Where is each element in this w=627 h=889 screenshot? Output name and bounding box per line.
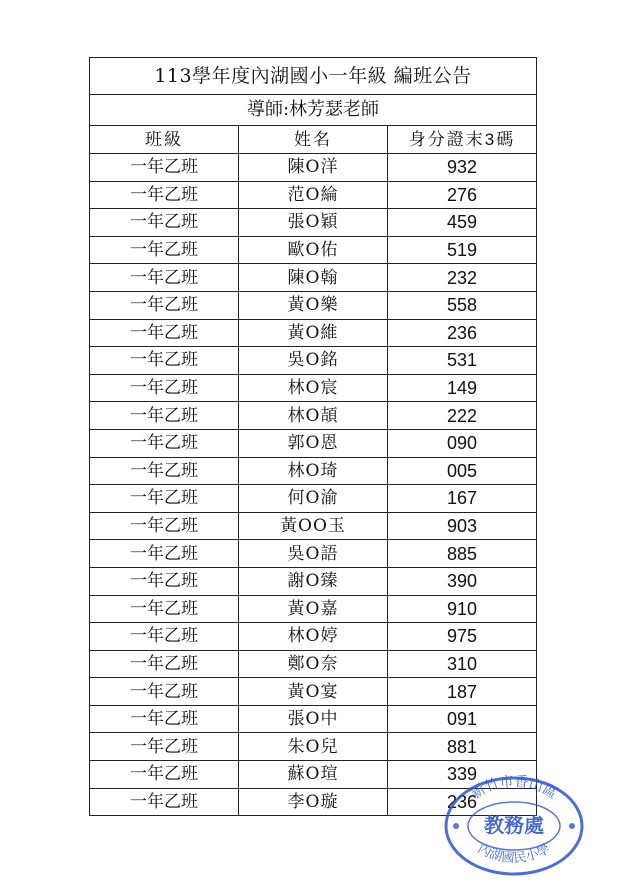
table-row: [90, 181, 537, 209]
cell-student-name: 范O綸: [239, 181, 388, 209]
cell-student-name: 朱O兒: [239, 733, 388, 761]
cell-student-name: 黃O樂: [239, 291, 388, 319]
cell-student-name: 張O穎: [239, 209, 388, 237]
cell-class: 一年乙班: [90, 181, 239, 209]
cell-id-suffix: 149: [388, 374, 537, 402]
table-row: [90, 733, 537, 761]
cell-id-suffix: 519: [388, 236, 537, 264]
table-row: [90, 567, 537, 595]
cell-student-name: 黃O維: [239, 319, 388, 347]
cell-class: 一年乙班: [90, 154, 239, 182]
svg-text:內湖國民小學: [475, 841, 553, 866]
table-row: [90, 402, 537, 430]
cell-class: 一年乙班: [90, 319, 239, 347]
cell-class: 一年乙班: [90, 457, 239, 485]
school-seal-stamp: [440, 768, 588, 878]
cell-class: 一年乙班: [90, 788, 239, 816]
cell-student-name: 陳O洋: [239, 154, 388, 182]
table-row: [90, 429, 537, 457]
column-header-id-suffix: 身分證末3碼: [388, 126, 537, 154]
cell-student-name: 黃O嘉: [239, 595, 388, 623]
title-row: [90, 58, 537, 95]
cell-id-suffix: 276: [388, 181, 537, 209]
cell-class: 一年乙班: [90, 374, 239, 402]
table-row: [90, 457, 537, 485]
table-row: [90, 623, 537, 651]
cell-student-name: 黃OO玉: [239, 512, 388, 540]
cell-class: 一年乙班: [90, 540, 239, 568]
cell-class: 一年乙班: [90, 512, 239, 540]
table-row: [90, 485, 537, 513]
cell-id-suffix: 090: [388, 429, 537, 457]
cell-class: 一年乙班: [90, 429, 239, 457]
table-row: [90, 374, 537, 402]
cell-class: 一年乙班: [90, 595, 239, 623]
column-header-name: 姓名: [239, 126, 388, 154]
cell-student-name: 林O婷: [239, 623, 388, 651]
cell-student-name: 張O中: [239, 705, 388, 733]
seal-outer-text: 新竹市香山區: [468, 773, 560, 803]
cell-id-suffix: 531: [388, 347, 537, 375]
table-row: [90, 347, 537, 375]
cell-class: 一年乙班: [90, 209, 239, 237]
cell-student-name: 林O頡: [239, 402, 388, 430]
table-row: [90, 236, 537, 264]
cell-student-name: 李O璇: [239, 788, 388, 816]
table-row: [90, 291, 537, 319]
cell-class: 一年乙班: [90, 650, 239, 678]
table-row: [90, 678, 537, 706]
cell-id-suffix: 167: [388, 485, 537, 513]
cell-student-name: 黃O宴: [239, 678, 388, 706]
seal-bottom-text: 內湖國民小學: [475, 841, 553, 867]
teacher-name: 導師:林芳瑟老師: [90, 95, 537, 126]
cell-student-name: 蘇O瑄: [239, 761, 388, 789]
cell-student-name: 郭O恩: [239, 429, 388, 457]
cell-id-suffix: 558: [388, 291, 537, 319]
table-row: [90, 264, 537, 292]
column-header-class: 班級: [90, 126, 239, 154]
cell-id-suffix: 459: [388, 209, 537, 237]
cell-id-suffix: 222: [388, 402, 537, 430]
cell-class: 一年乙班: [90, 402, 239, 430]
cell-id-suffix: 091: [388, 705, 537, 733]
cell-class: 一年乙班: [90, 236, 239, 264]
cell-student-name: 林O琦: [239, 457, 388, 485]
cell-id-suffix: 310: [388, 650, 537, 678]
cell-id-suffix: 910: [388, 595, 537, 623]
cell-student-name: 林O宸: [239, 374, 388, 402]
table-row: [90, 705, 537, 733]
cell-id-suffix: 236: [388, 788, 537, 816]
cell-student-name: 謝O臻: [239, 567, 388, 595]
class-roster-table: [89, 57, 537, 816]
table-row: [90, 319, 537, 347]
cell-id-suffix: 232: [388, 264, 537, 292]
seal-graphic: [440, 768, 588, 878]
cell-class: 一年乙班: [90, 678, 239, 706]
cell-id-suffix: 881: [388, 733, 537, 761]
cell-class: 一年乙班: [90, 567, 239, 595]
cell-id-suffix: 975: [388, 623, 537, 651]
table-row: [90, 154, 537, 182]
cell-id-suffix: 390: [388, 567, 537, 595]
table-row: [90, 209, 537, 237]
cell-id-suffix: 339: [388, 761, 537, 789]
cell-class: 一年乙班: [90, 291, 239, 319]
cell-class: 一年乙班: [90, 761, 239, 789]
page-title: 113學年度內湖國小一年級 編班公告: [90, 58, 537, 95]
cell-class: 一年乙班: [90, 347, 239, 375]
teacher-row: [90, 95, 537, 126]
cell-id-suffix: 903: [388, 512, 537, 540]
cell-student-name: 吳O語: [239, 540, 388, 568]
cell-class: 一年乙班: [90, 485, 239, 513]
cell-class: 一年乙班: [90, 623, 239, 651]
table-row: [90, 540, 537, 568]
cell-class: 一年乙班: [90, 264, 239, 292]
cell-class: 一年乙班: [90, 733, 239, 761]
cell-id-suffix: 236: [388, 319, 537, 347]
cell-student-name: 吳O銘: [239, 347, 388, 375]
cell-id-suffix: 932: [388, 154, 537, 182]
table-row: [90, 650, 537, 678]
table-row: [90, 595, 537, 623]
cell-id-suffix: 005: [388, 457, 537, 485]
cell-class: 一年乙班: [90, 705, 239, 733]
table-row: [90, 512, 537, 540]
cell-id-suffix: 885: [388, 540, 537, 568]
cell-student-name: 陳O翰: [239, 264, 388, 292]
cell-student-name: 鄭O奈: [239, 650, 388, 678]
cell-id-suffix: 187: [388, 678, 537, 706]
cell-student-name: 何O渝: [239, 485, 388, 513]
column-header-row: [90, 126, 537, 154]
seal-center-text: 教務處: [484, 813, 544, 837]
cell-student-name: 歐O佑: [239, 236, 388, 264]
